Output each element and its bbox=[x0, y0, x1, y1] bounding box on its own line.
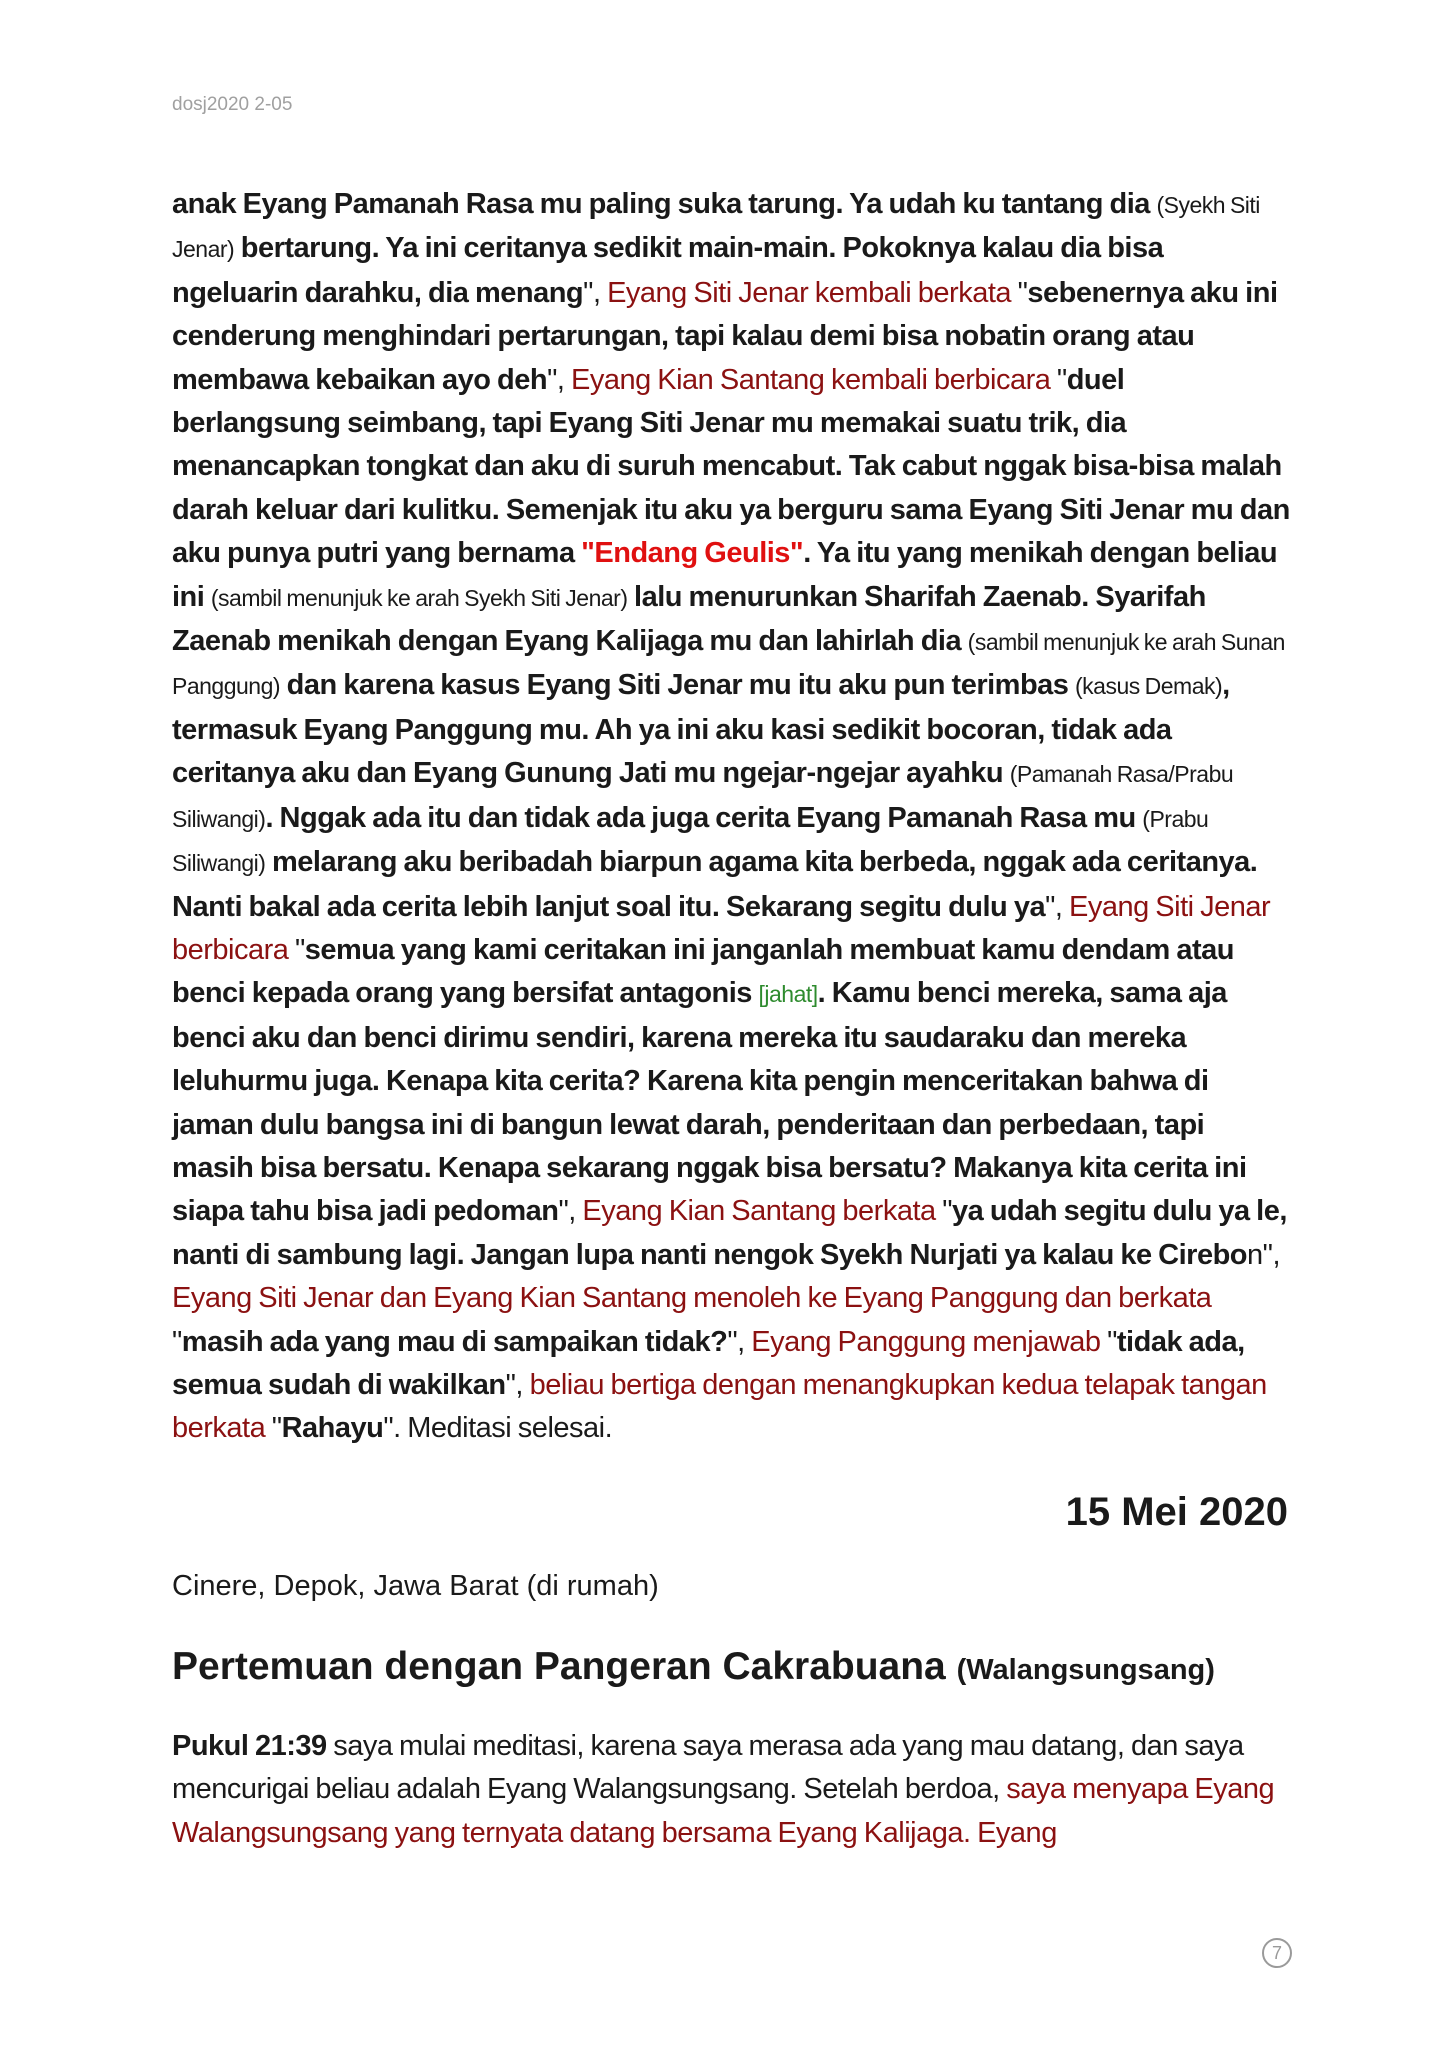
entry-title-main: Pertemuan dengan Pangeran Cakrabuana bbox=[172, 1645, 946, 1688]
document-code: dosj2020 2-05 bbox=[172, 94, 293, 115]
text-segment: ", bbox=[505, 1368, 530, 1401]
text-segment: masih ada yang mau di sampaikan tidak? bbox=[181, 1325, 728, 1358]
entry-date: 15 Mei 2020 bbox=[1065, 1490, 1288, 1534]
text-segment: (sambil menunjuk ke arah Sunan Panggung) bbox=[172, 629, 1285, 700]
text-segment: duel berlangsung seimbang, tapi Eyang Siti Jenar mu memakai suatu trik, dia menancapkan tongkat dan aku di suruh mencabut. Tak cabut nggak bisa-bisa malah darah keluar dari kulitku. Semenjak itu aku ya berguru sama Eyang Siti Jenar mu dan aku punya putri yang bernama bbox=[172, 363, 1290, 570]
text-segment: [jahat] bbox=[758, 981, 818, 1008]
text-segment: tidak ada, semua sudah di wakilkan bbox=[172, 1325, 1245, 1401]
story-paragraph bbox=[172, 183, 1292, 1451]
text-segment: ", bbox=[727, 1325, 752, 1358]
text-segment: Pukul 21:39 bbox=[172, 1730, 327, 1762]
text-segment: . Nggak ada itu dan tidak ada juga cerita Eyang Pamanah Rasa mu bbox=[265, 801, 1143, 834]
text-segment: lalu menurunkan Sharifah Zaenab. Syarifah Zaenab menikah dengan Eyang Kalijaga mu dan lahirlah dia bbox=[172, 580, 1206, 658]
text-segment: Eyang Panggung menjawab bbox=[751, 1325, 1101, 1358]
entry-location: Cinere, Depok, Jawa Barat (di rumah) bbox=[172, 1570, 659, 1602]
text-segment: bertarung. Ya ini ceritanya sedikit main-main. Pokoknya kalau dia bisa ngeluarin darahku, dia menang bbox=[172, 232, 1164, 309]
text-segment: Eyang Kian Santang berkata bbox=[582, 1195, 936, 1228]
text-segment: anak Eyang Pamanah Rasa mu paling suka tarung. Ya udah ku tantang dia bbox=[172, 188, 1157, 220]
text-segment: saya menyapa Eyang Walangsungsang yang ternyata datang bersama Eyang Kalijaga. Eyang bbox=[172, 1773, 1275, 1849]
text-segment: " bbox=[288, 933, 305, 966]
text-segment: dan karena kasus Eyang Siti Jenar mu itu aku pun terimbas bbox=[280, 669, 1075, 702]
text-segment: melarang aku beribadah biarpun agama kita berbeda, nggak ada ceritanya. Nanti bakal ada cerita lebih lanjut soal itu. Sekarang segitu dulu ya bbox=[172, 846, 1258, 923]
text-segment: beliau bertiga dengan menangkupkan kedua telapak tangan berkata bbox=[172, 1368, 1267, 1445]
text-segment: " bbox=[935, 1195, 952, 1228]
text-segment: " bbox=[172, 1325, 182, 1358]
text-segment: semua yang kami ceritakan ini janganlah membuat kamu dendam atau benci kepada orang yang bersifat antagonis bbox=[172, 933, 1234, 1010]
text-segment: ya udah segitu dulu ya le, nanti di sambung lagi. Jangan lupa nanti nengok Syekh Nurjati ya kalau ke Cirebo bbox=[172, 1195, 1287, 1271]
text-segment: (sambil menunjuk ke arah Syekh Siti Jenar) bbox=[210, 584, 628, 611]
text-segment: (Pamanah Rasa/Prabu Siliwangi) bbox=[172, 761, 1234, 832]
text-segment: (kasus Demak) bbox=[1075, 673, 1223, 700]
text-segment: Eyang Kian Santang kembali berbicara bbox=[570, 363, 1051, 396]
text-segment: , termasuk Eyang Panggung mu. Ah ya ini aku kasi sedikit bocoran, tidak ada ceritanya aku dan Eyang Gunung Jati mu ngejar-ngejar ayahku bbox=[172, 669, 1230, 790]
text-segment: n", bbox=[1247, 1238, 1281, 1271]
text-segment: . Ya itu yang menikah dengan beliau ini bbox=[172, 537, 1278, 613]
text-segment: ", bbox=[583, 276, 608, 309]
text-segment: ". Meditasi selesai. bbox=[383, 1412, 613, 1445]
text-segment: Rahayu bbox=[281, 1412, 384, 1445]
entry-title bbox=[172, 1645, 1215, 1689]
text-segment: (Syekh Siti Jenar) bbox=[172, 192, 1260, 263]
text-segment: " bbox=[1050, 363, 1067, 396]
text-segment: ", bbox=[1045, 890, 1070, 923]
entry-paragraph bbox=[172, 1725, 1292, 1855]
text-segment: " bbox=[1011, 276, 1028, 309]
text-segment: sebenernya aku ini cenderung menghindari pertarungan, tapi kalau demi bisa nobatin orang atau membawa kebaikan ayo deh bbox=[172, 276, 1278, 396]
text-segment: (Prabu Siliwangi) bbox=[172, 805, 1209, 877]
text-segment: ", bbox=[547, 363, 571, 396]
text-segment: Eyang Siti Jenar kembali berkata bbox=[607, 276, 1012, 309]
text-segment: saya mulai meditasi, karena saya merasa ada yang mau datang, dan saya mencurigai beliau adalah Eyang Walangsungsang. Setelah berdoa, bbox=[172, 1730, 1244, 1806]
text-segment: " bbox=[1100, 1325, 1117, 1358]
text-segment: . Kamu benci mereka, sama aja benci aku dan benci dirimu sendiri, karena mereka itu saudaraku dan mereka leluhurmu juga. Kenapa kita cerita? Karena kita pengin menceritakan bahwa di jaman dulu bangsa ini di bangun lewat darah, penderitaan dan perbedaan, tapi masih bisa bersatu. Kenapa sekarang nggak bisa bersatu? Makanya kita cerita ini siapa tahu bisa jadi pedoman bbox=[172, 977, 1247, 1228]
text-segment: Eyang Siti Jenar berbicara bbox=[172, 890, 1271, 966]
entry-title-subtitle: (Walangsungsang) bbox=[956, 1654, 1215, 1686]
page-number: 7 bbox=[1262, 1938, 1292, 1968]
text-segment: Eyang Siti Jenar dan Eyang Kian Santang menoleh ke Eyang Panggung dan berkata bbox=[172, 1282, 1212, 1315]
text-segment: "Endang Geulis" bbox=[581, 537, 804, 570]
text-segment: " bbox=[265, 1412, 282, 1445]
text-segment: ", bbox=[558, 1195, 583, 1228]
